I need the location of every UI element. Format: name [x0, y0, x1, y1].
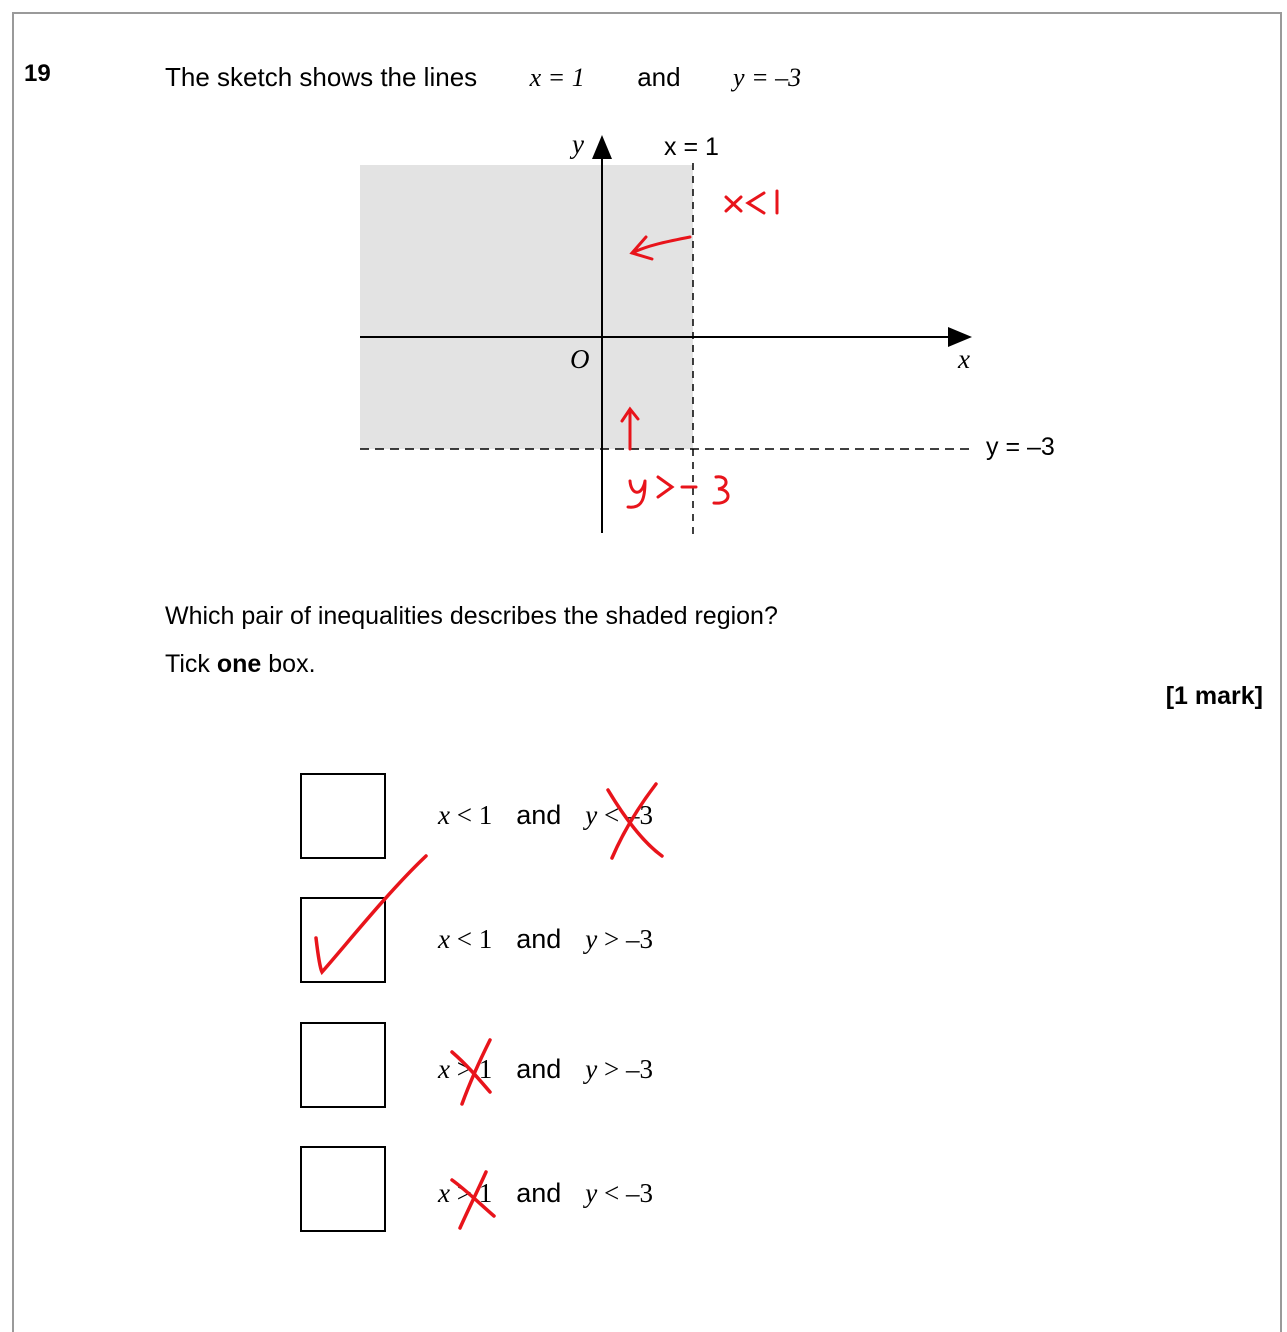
sketch-diagram: [340, 125, 1080, 545]
origin-label: O: [570, 344, 590, 374]
stem-line-y: y = –3: [733, 63, 802, 92]
shaded-region: [360, 165, 693, 449]
stem-text: The sketch shows the lines: [165, 62, 478, 92]
option-4-checkbox[interactable]: [300, 1146, 386, 1232]
mark-allocation: [1 mark]: [1165, 682, 1263, 710]
handwritten-x-note: [726, 191, 777, 213]
line-x-label: x = 1: [664, 133, 719, 161]
handwritten-y-note: [628, 477, 728, 507]
instruction-pre: Tick: [165, 650, 210, 678]
line-y-label: y = –3: [986, 433, 1055, 461]
question-number: 19: [24, 60, 51, 87]
instruction-bold: one: [216, 650, 262, 678]
option-2-checkbox[interactable]: [300, 897, 386, 983]
instruction-post: box.: [268, 650, 316, 678]
question-prompt: Which pair of inequalities describes the shaded region?: [165, 602, 778, 630]
question-stem: [165, 62, 801, 93]
option-1-checkbox[interactable]: [300, 773, 386, 859]
stem-line-x: x = 1: [529, 63, 585, 92]
option-2-text: x < 1 and y > –3: [438, 924, 653, 954]
option-3-text: x > 1 and y > –3: [438, 1054, 653, 1084]
x-axis-label: x: [958, 344, 970, 374]
stem-and: and: [637, 62, 681, 92]
option-1-text: x < 1 and y < –3: [438, 800, 653, 830]
option-3-checkbox[interactable]: [300, 1022, 386, 1108]
instruction: [165, 650, 316, 679]
option-4-text: x > 1 and y < –3: [438, 1178, 653, 1208]
y-axis-label: y: [572, 129, 584, 159]
